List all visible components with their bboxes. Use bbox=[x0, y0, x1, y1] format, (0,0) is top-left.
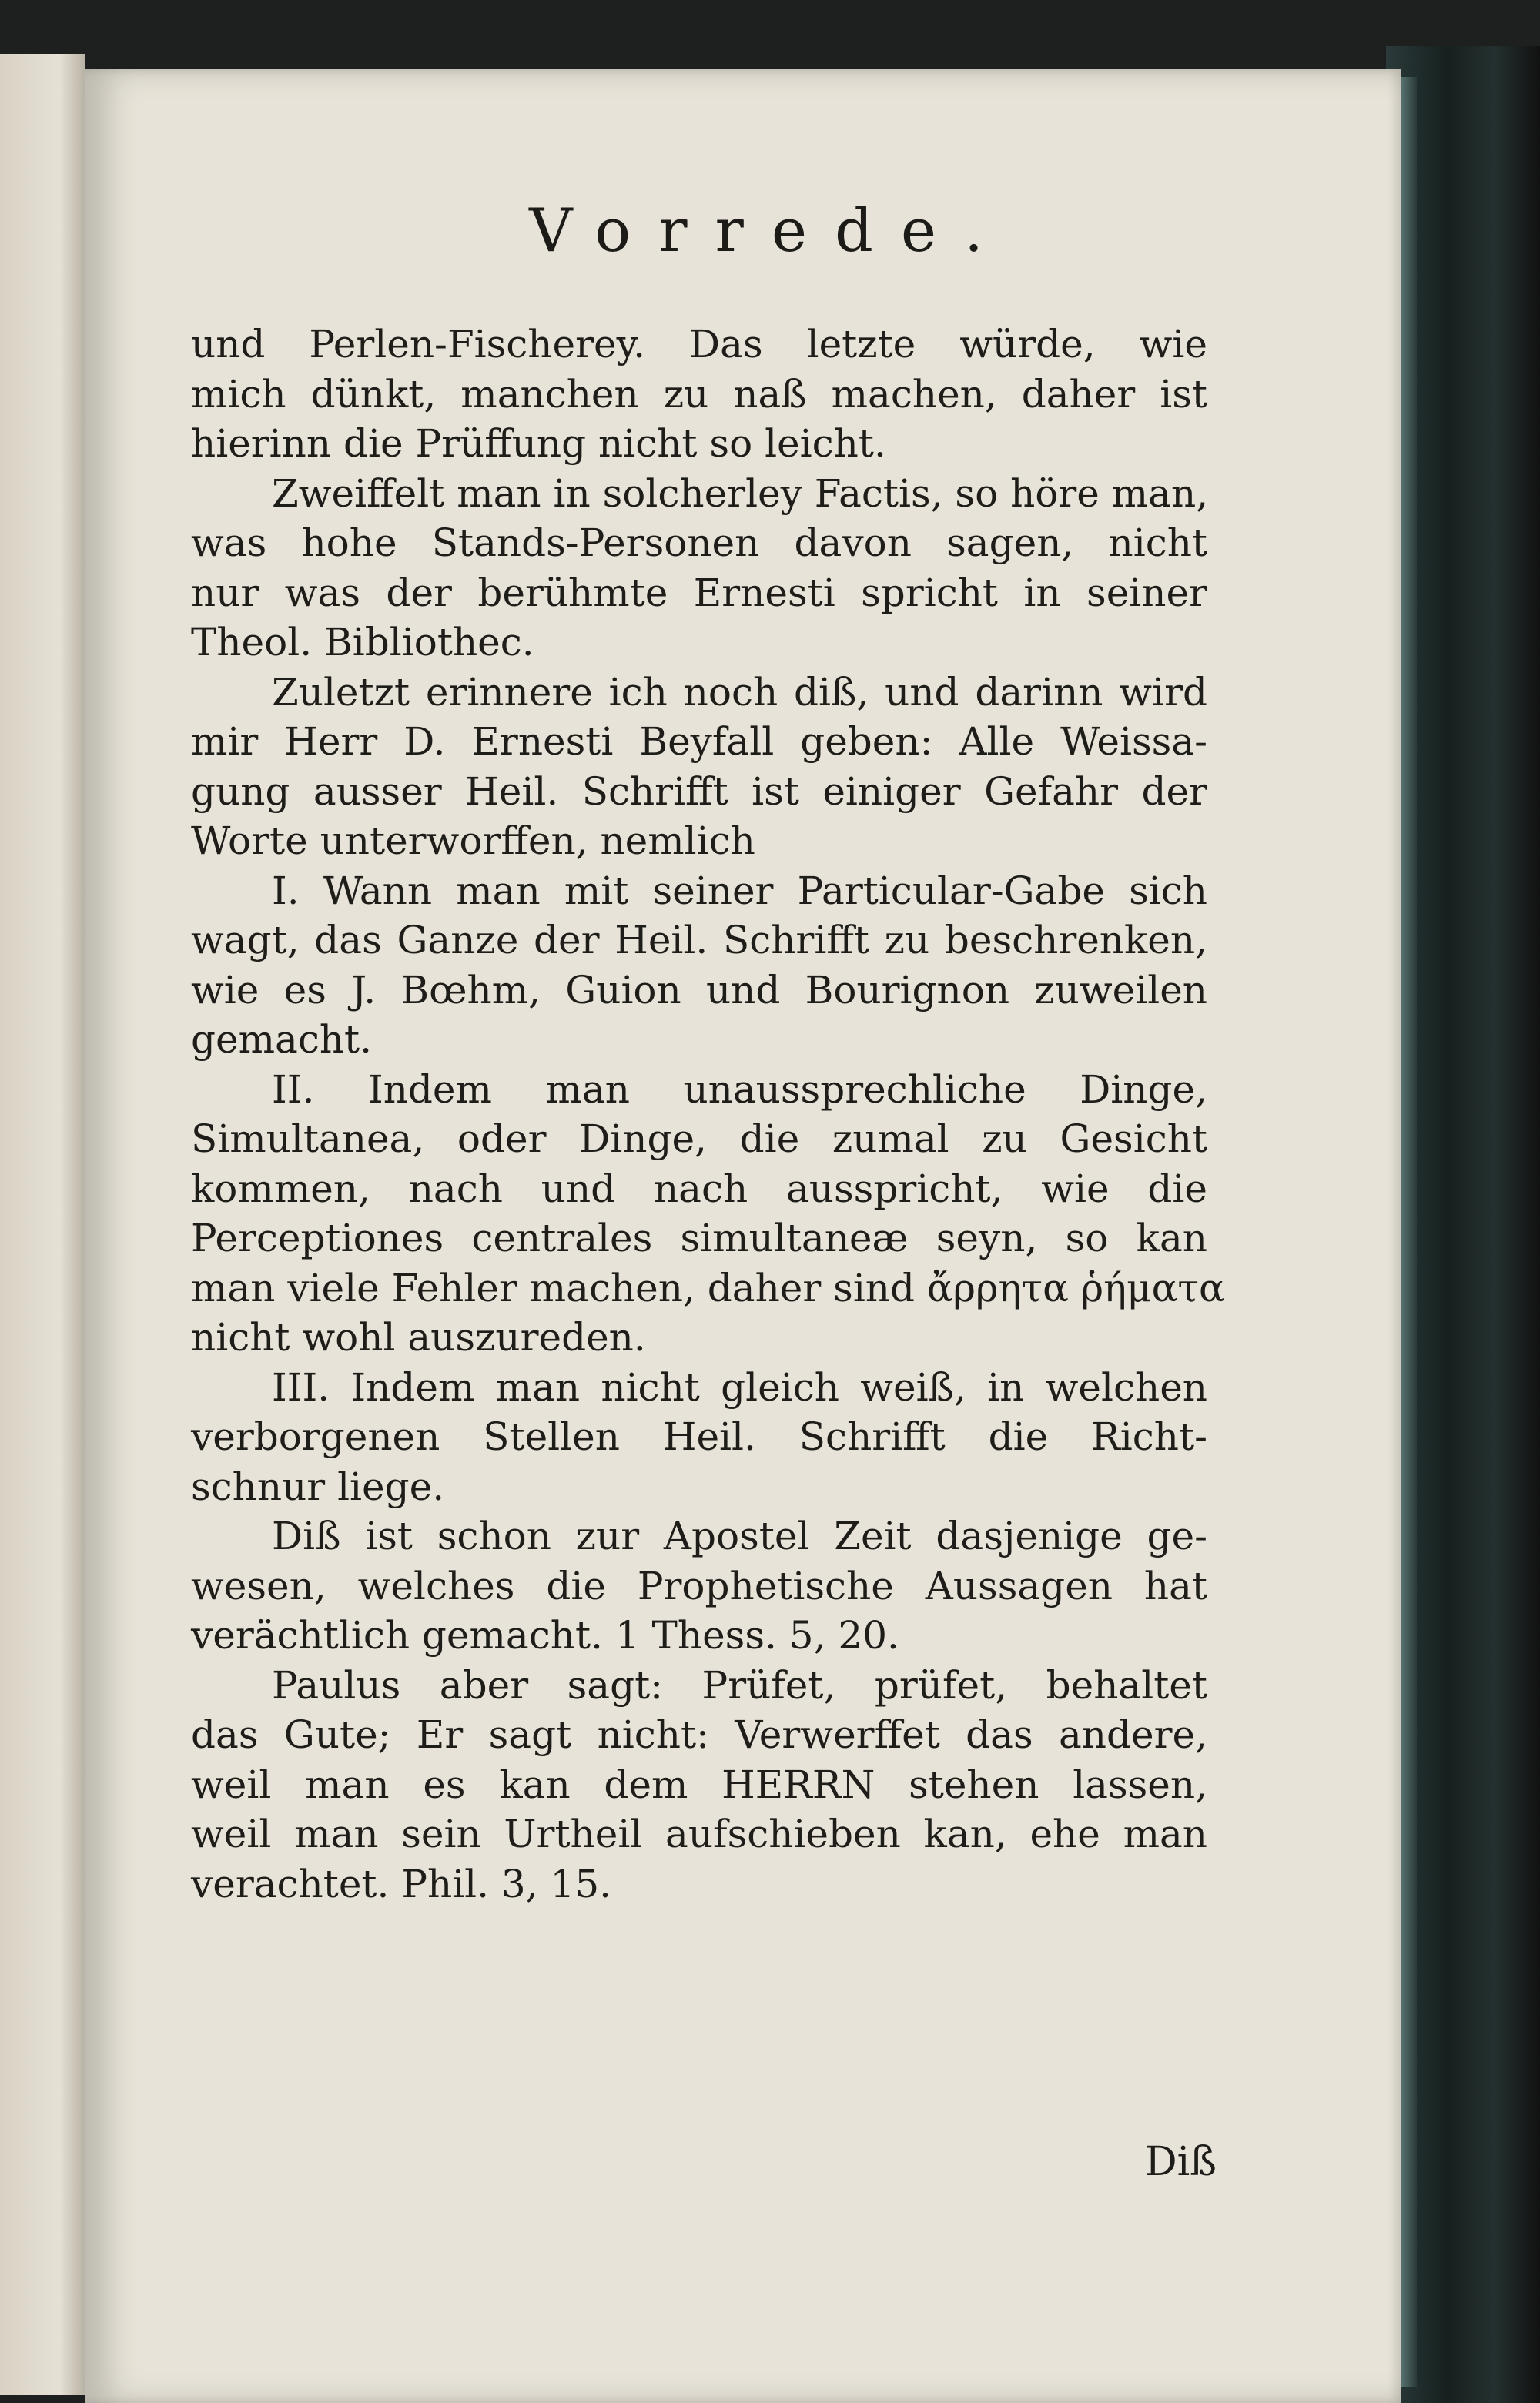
page-body bbox=[191, 320, 1225, 1909]
text-line: Paulus aber sagt: Prüfet, prüfet, behaltet bbox=[272, 1662, 1207, 1708]
text-line: verborgenen Stellen Heil. Schrifft die Richt- bbox=[191, 1414, 1207, 1459]
text-line: was hohe Stands-Personen davon sagen, nicht bbox=[191, 520, 1207, 565]
text-line: und Perlen-Fischerey. Das letzte würde, wie bbox=[191, 322, 1207, 366]
text-line: Theol. Bibliothec. bbox=[191, 620, 534, 664]
text-line: Diß ist schon zur Apostel Zeit dasjenige ge- bbox=[272, 1514, 1207, 1558]
text-line: Worte unterworffen, nemlich bbox=[191, 818, 755, 863]
text-line: kommen, nach und nach ausspricht, wie die bbox=[191, 1166, 1207, 1211]
text-line: verächtlich gemacht. 1 Thess. 5, 20. bbox=[191, 1613, 899, 1658]
text-line: das Gute; Er sagt nicht: Verwerffet das andere, bbox=[191, 1712, 1207, 1757]
text-line: nur was der berühmte Ernesti spricht in seiner bbox=[191, 570, 1207, 615]
text-line: Simultanea, oder Dinge, die zumal zu Gesicht bbox=[191, 1116, 1207, 1161]
text-line: III. Indem man nicht gleich weiß, in welchen bbox=[272, 1364, 1207, 1410]
text-line: mich dünkt, manchen zu naß machen, daher ist bbox=[191, 371, 1207, 417]
text-line: II. Indem man unaussprechliche Dinge, bbox=[272, 1066, 1207, 1112]
text-line: weil man es kan dem HERRN stehen lassen, bbox=[191, 1762, 1207, 1807]
text-line: Zweiffelt man in solcherley Factis, so höre man, bbox=[272, 470, 1209, 516]
text-line: Zuletzt erinnere ich noch diß, und darinn wird bbox=[272, 669, 1207, 715]
text-line: I. Wann man mit seiner Particular-Gabe sich bbox=[272, 868, 1207, 913]
text-line: Perceptiones centrales simultaneæ seyn, so kan bbox=[191, 1216, 1207, 1260]
facing-page-edge bbox=[0, 54, 85, 2395]
text-line: weil man sein Urtheil aufschieben kan, ehe man bbox=[191, 1812, 1207, 1856]
text-line: wie es J. Bœhm, Guion und Bourignon zuweilen bbox=[191, 967, 1207, 1012]
text-line: gung ausser Heil. Schrifft ist einiger Gefahr der bbox=[191, 768, 1207, 814]
text-line: wesen, welches die Prophetische Aussagen hat bbox=[191, 1563, 1207, 1608]
text-line: wagt, das Ganze der Heil. Schrifft zu beschrenken, bbox=[191, 918, 1207, 962]
text-line: nicht wohl auszureden. bbox=[191, 1315, 646, 1360]
text-line: schnur liege. bbox=[191, 1464, 445, 1509]
text-line: hierinn die Prüffung nicht so leicht. bbox=[191, 421, 886, 466]
text-line: man viele Fehler machen, daher sind ἄρρητα ῥήματα bbox=[191, 1265, 1225, 1310]
text-line: verachtet. Phil. 3, 15. bbox=[191, 1861, 612, 1906]
text-line: mir Herr D. Ernesti Beyfall geben: Alle Weissa- bbox=[191, 719, 1207, 764]
text-line: gemacht. bbox=[191, 1017, 373, 1062]
catchword: Diß bbox=[1144, 2139, 1217, 2185]
running-head: Vorrede. bbox=[529, 196, 1011, 266]
